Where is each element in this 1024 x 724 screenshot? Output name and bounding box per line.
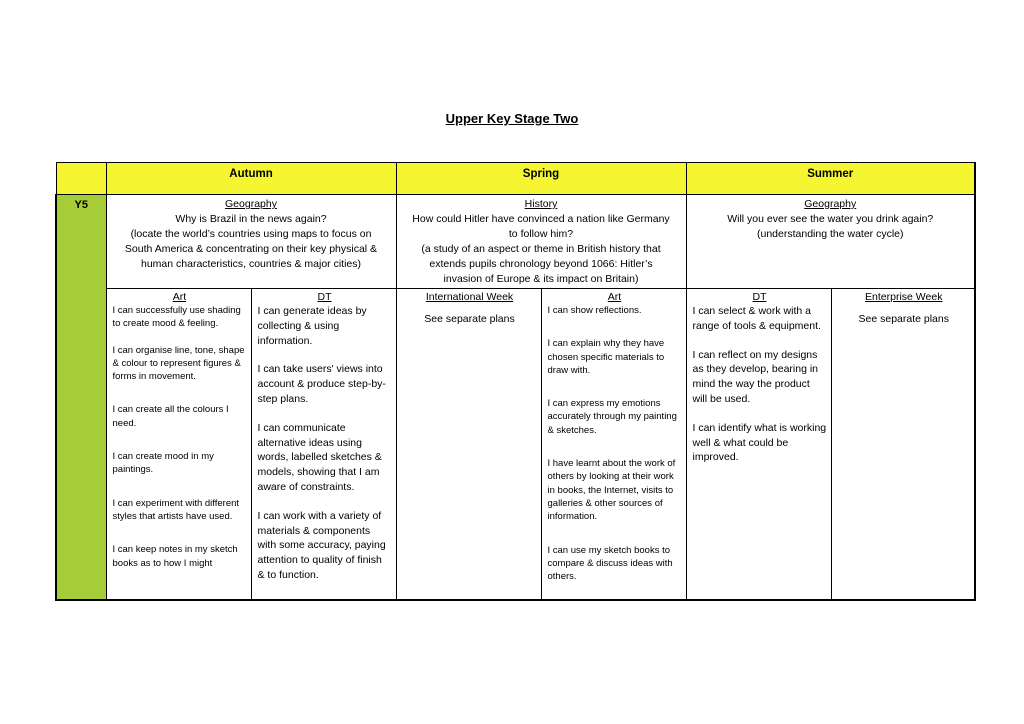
objective: I can create mood in my paintings. <box>112 451 214 476</box>
season-autumn: Autumn <box>106 163 396 195</box>
topic-line: (a study of an aspect or theme in British history that <box>421 243 661 255</box>
objective: I can use my sketch books to compare & discuss ideas with others. <box>547 544 673 583</box>
subject-heading: DT <box>752 291 767 303</box>
objective: I can work with a variety of materials & components with some accuracy, paying attention to quality of finish & to function. <box>257 509 386 581</box>
objective: I can select & work with a range of tools & equipment. <box>692 305 821 332</box>
topic-row <box>56 195 975 289</box>
spring-art-cell <box>541 289 686 601</box>
objective: I can explain why they have chosen specific materials to draw with. <box>547 338 665 376</box>
autumn-dt-cell <box>251 289 396 601</box>
subject-heading: Art <box>172 291 187 303</box>
season-header-row <box>56 163 975 195</box>
topic-line: South America & concentrating on their key physical & <box>124 243 378 255</box>
topic-line: extends pupils chronology beyond 1066: Hitler’s <box>429 258 653 270</box>
season-summer: Summer <box>686 163 975 195</box>
spring-topic <box>396 195 686 289</box>
objective: I can generate ideas by collecting & using information. <box>257 305 367 347</box>
objective: I can communicate alternative ideas using words, labelled sketches & models, showing that I am aware of constraints. <box>257 421 382 493</box>
topic-line: Why is Brazil in the news again? <box>175 213 327 225</box>
autumn-art-cell <box>106 289 251 601</box>
autumn-topic <box>106 195 396 289</box>
season-spring: Spring <box>396 163 686 195</box>
topic-subject: Geography <box>804 198 857 210</box>
enterprise-week-cell <box>831 289 975 601</box>
year-label: Y5 <box>56 195 106 601</box>
subject-heading: International Week <box>425 291 514 303</box>
topic-line: (locate the world’s countries using maps to focus on <box>130 228 372 240</box>
topic-line: How could Hitler have convinced a nation like Germany <box>412 213 670 225</box>
topic-line: (understanding the water cycle) <box>757 228 904 240</box>
objective: I can take users' views into account & produce step-by-step plans. <box>257 363 386 405</box>
objective: I can create all the colours I need. <box>112 404 229 429</box>
summer-dt-cell <box>686 289 831 601</box>
subject-heading: DT <box>317 291 332 303</box>
topic-line: to follow him? <box>508 228 574 240</box>
objective: I can identify what is working well & what could be improved. <box>692 421 827 464</box>
subject-heading: Enterprise Week <box>865 291 943 303</box>
international-week-cell <box>396 289 541 601</box>
objective: I can express my emotions accurately through my painting & sketches. <box>547 398 677 436</box>
objective: I can experiment with different styles that artists have used. <box>112 497 240 522</box>
topic-line: human characteristics, countries & major cities) <box>141 258 361 270</box>
objective: I can keep notes in my sketch books as to how I might <box>112 544 238 569</box>
topic-line: Will you ever see the water you drink again? <box>727 213 934 225</box>
topic-line: invasion of Europe & its impact on Britain) <box>443 273 639 285</box>
topic-subject: History <box>524 198 558 210</box>
objective: I can reflect on my designs as they develop, bearing in mind the way the product will be used. <box>692 348 819 405</box>
objective: I can organise line, tone, shape & colour to represent figures & forms in movement. <box>112 344 245 383</box>
subject-row <box>56 289 975 601</box>
corner-cell <box>56 163 106 195</box>
subject-heading: Art <box>607 291 622 303</box>
page-title: Upper Key Stage Two <box>445 111 579 126</box>
objective: I can successfully use shading to create mood & feeling. <box>112 305 241 330</box>
plan-note: See separate plans <box>858 313 949 325</box>
objective: I can show reflections. <box>547 305 642 316</box>
objective: I have learnt about the work of others by looking at their work in books, the Internet, visits to galleries & other sources of information. <box>547 458 676 523</box>
summer-topic <box>686 195 975 289</box>
topic-subject: Geography <box>225 198 277 210</box>
plan-note: See separate plans <box>424 313 515 325</box>
curriculum-table <box>55 162 976 601</box>
